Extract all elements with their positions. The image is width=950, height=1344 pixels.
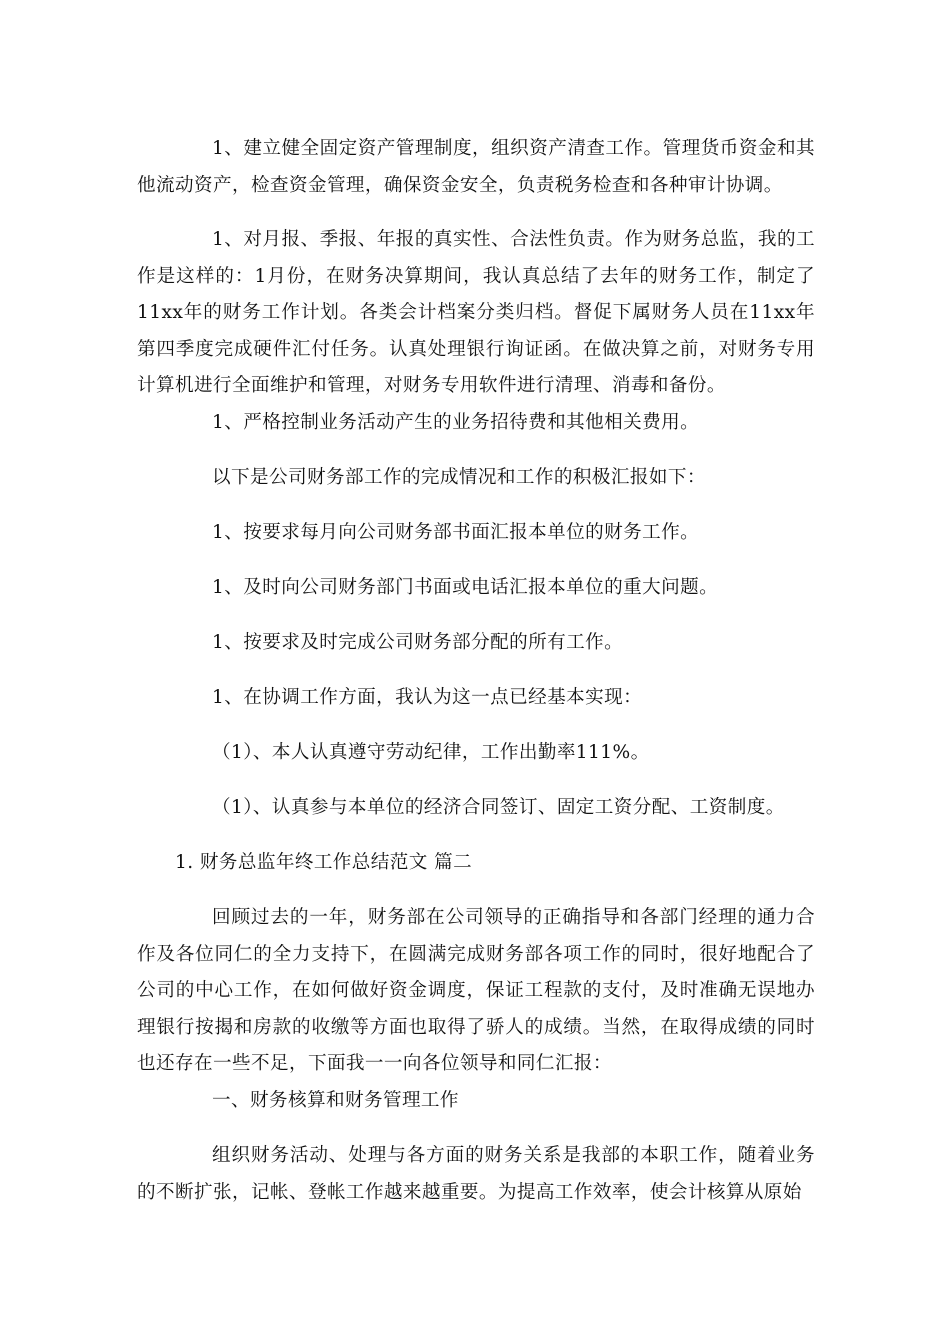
section-heading-accounting: 一、财务核算和财务管理工作 — [212, 1090, 459, 1111]
paragraph-expense-control: 1、严格控制业务活动产生的业务招待费和其他相关费用。 — [212, 412, 700, 433]
paragraph-reports: 1、对月报、季报、年报的真实性、合法性负责。作为财务总监，我的工作是这样的：1月份，在财务决算期间，我认真总结了去年的财务工作，制定了11xx年的财务工作计划。各类会计档案分类归档。督促下属财务人员在11xx年第四季度完成硬件汇付任务。认真处理银行询证函。在做决算之前，对财务专用计算机进行全面维护和管理，对财务专用软件进行清理、消毒和备份。 — [137, 229, 815, 396]
paragraph-fixed-assets: 1、建立健全固定资产管理制度，组织资产清查工作。管理货币资金和其他流动资产，检查资金管理，确保资金安全，负责税务检查和各种审计协调。 — [137, 138, 815, 196]
paragraph-contracts: （1）、认真参与本单位的经济合同签订、固定工资分配、工资制度。 — [212, 797, 785, 818]
paragraph-accounting-work: 组织财务活动、处理与各方面的财务关系是我部的本职工作，随着业务的不断扩张，记帐、登帐工作越来越重要。为提高工作效率，使会计核算从原始 — [137, 1145, 815, 1203]
paragraph-major-issues: 1、及时向公司财务部门书面或电话汇报本单位的重大问题。 — [212, 577, 719, 598]
paragraph-review-year: 回顾过去的一年，财务部在公司领导的正确指导和各部门经理的通力合作及各位同仁的全力支持下，在圆满完成财务部各项工作的同时，很好地配合了公司的中心工作，在如何做好资金调度，保证工程款的支付，及时准确无误地办理银行按揭和房款的收缴等方面也取得了骄人的成绩。当然，在取得成绩的同时也还存在一些不足，下面我一一向各位领导和同仁汇报： — [137, 907, 815, 1074]
paragraph-assigned-work: 1、按要求及时完成公司财务部分配的所有工作。 — [212, 632, 624, 653]
paragraph-report-intro: 以下是公司财务部工作的完成情况和工作的积极汇报如下： — [212, 467, 706, 488]
paragraph-monthly-report: 1、按要求每月向公司财务部书面汇报本单位的财务工作。 — [212, 522, 700, 543]
paragraph-attendance: （1）、本人认真遵守劳动纪律，工作出勤率111%。 — [212, 742, 650, 763]
paragraph-coordination: 1、在协调工作方面，我认为这一点已经基本实现： — [212, 687, 643, 708]
section-title-part-two: 1. 财务总监年终工作总结范文 篇二 — [175, 852, 473, 873]
